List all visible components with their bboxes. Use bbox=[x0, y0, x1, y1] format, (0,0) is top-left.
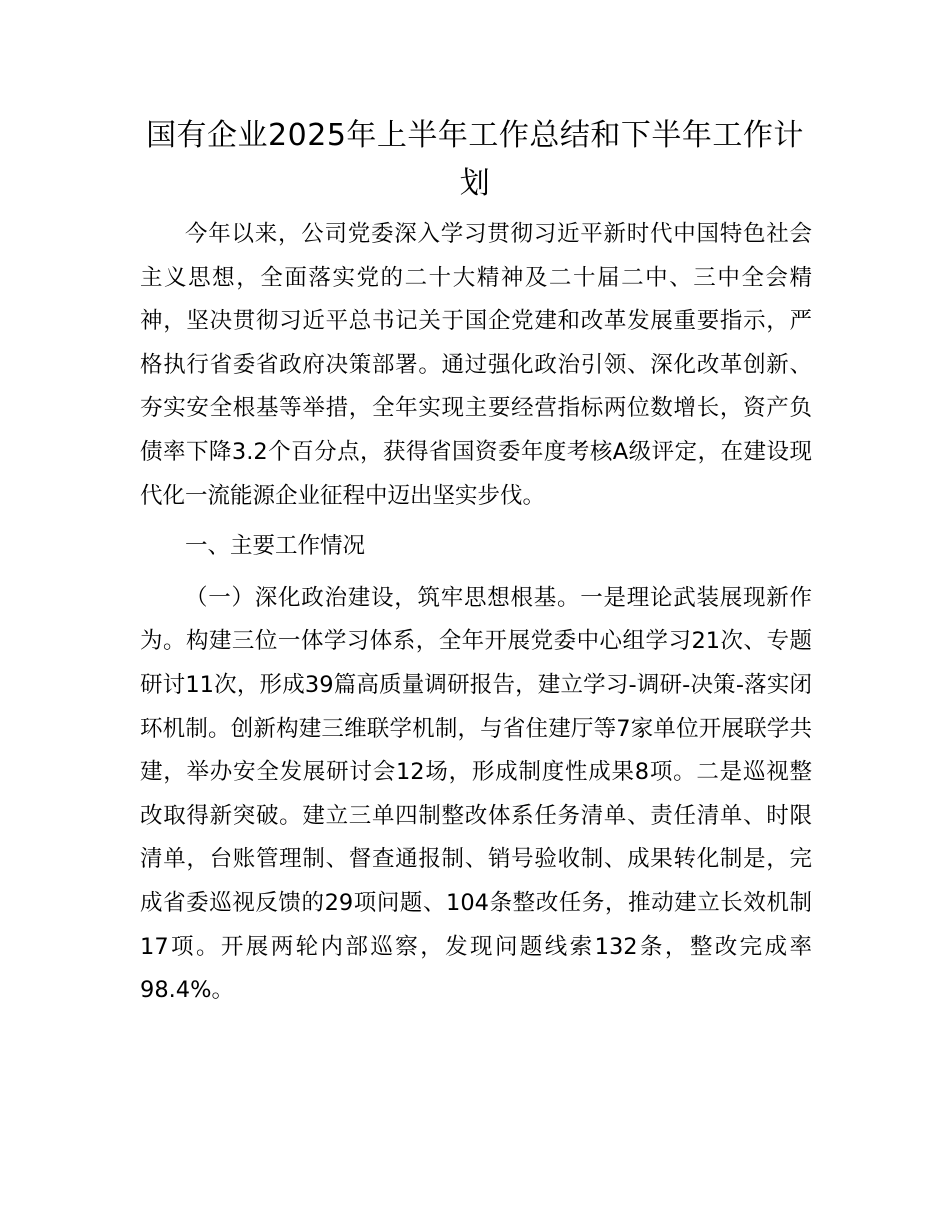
body-paragraph: （一）深化政治建设，筑牢思想根基。一是理论武装展现新作为。构建三位一体学习体系，全年开展党委中心组学习21次、专题研讨11次，形成39篇高质量调研报告，建立学习-调研-决策-落实闭环机制。创新构建三维联学机制，与省住建厅等7家单位开展联学共建，举办安全发展研讨会12场，形成制度性成果8项。二是巡视整改取得新突破。建立三单四制整改体系任务清单、责任清单、时限清单，台账管理制、督查通报制、销号验收制、成果转化制是，完成省委巡视反馈的29项问题、104条整改任务，推动建立长效机制17项。开展两轮内部巡察，发现问题线索132条，整改完成率98.4%。 bbox=[140, 584, 812, 1004]
intro-paragraph: 今年以来，公司党委深入学习贯彻习近平新时代中国特色社会主义思想，全面落实党的二十大精神及二十届二中、三中全会精神，坚决贯彻习近平总书记关于国企党建和改革发展重要指示，严格执行省委省政府决策部署。通过强化政治引领、深化改革创新、夯实安全根基等举措，全年实现主要经营指标两位数增长，资产负债率下降3.2个百分点，获得省国资委年度考核A级评定，在建设现代化一流能源企业征程中迈出坚实步伐。 bbox=[140, 221, 812, 509]
section-heading: 一、主要工作情况 bbox=[185, 533, 366, 560]
document-body bbox=[140, 213, 812, 1013]
document-title: 国有企业2025年上半年工作总结和下半年工作计划 bbox=[146, 118, 804, 201]
